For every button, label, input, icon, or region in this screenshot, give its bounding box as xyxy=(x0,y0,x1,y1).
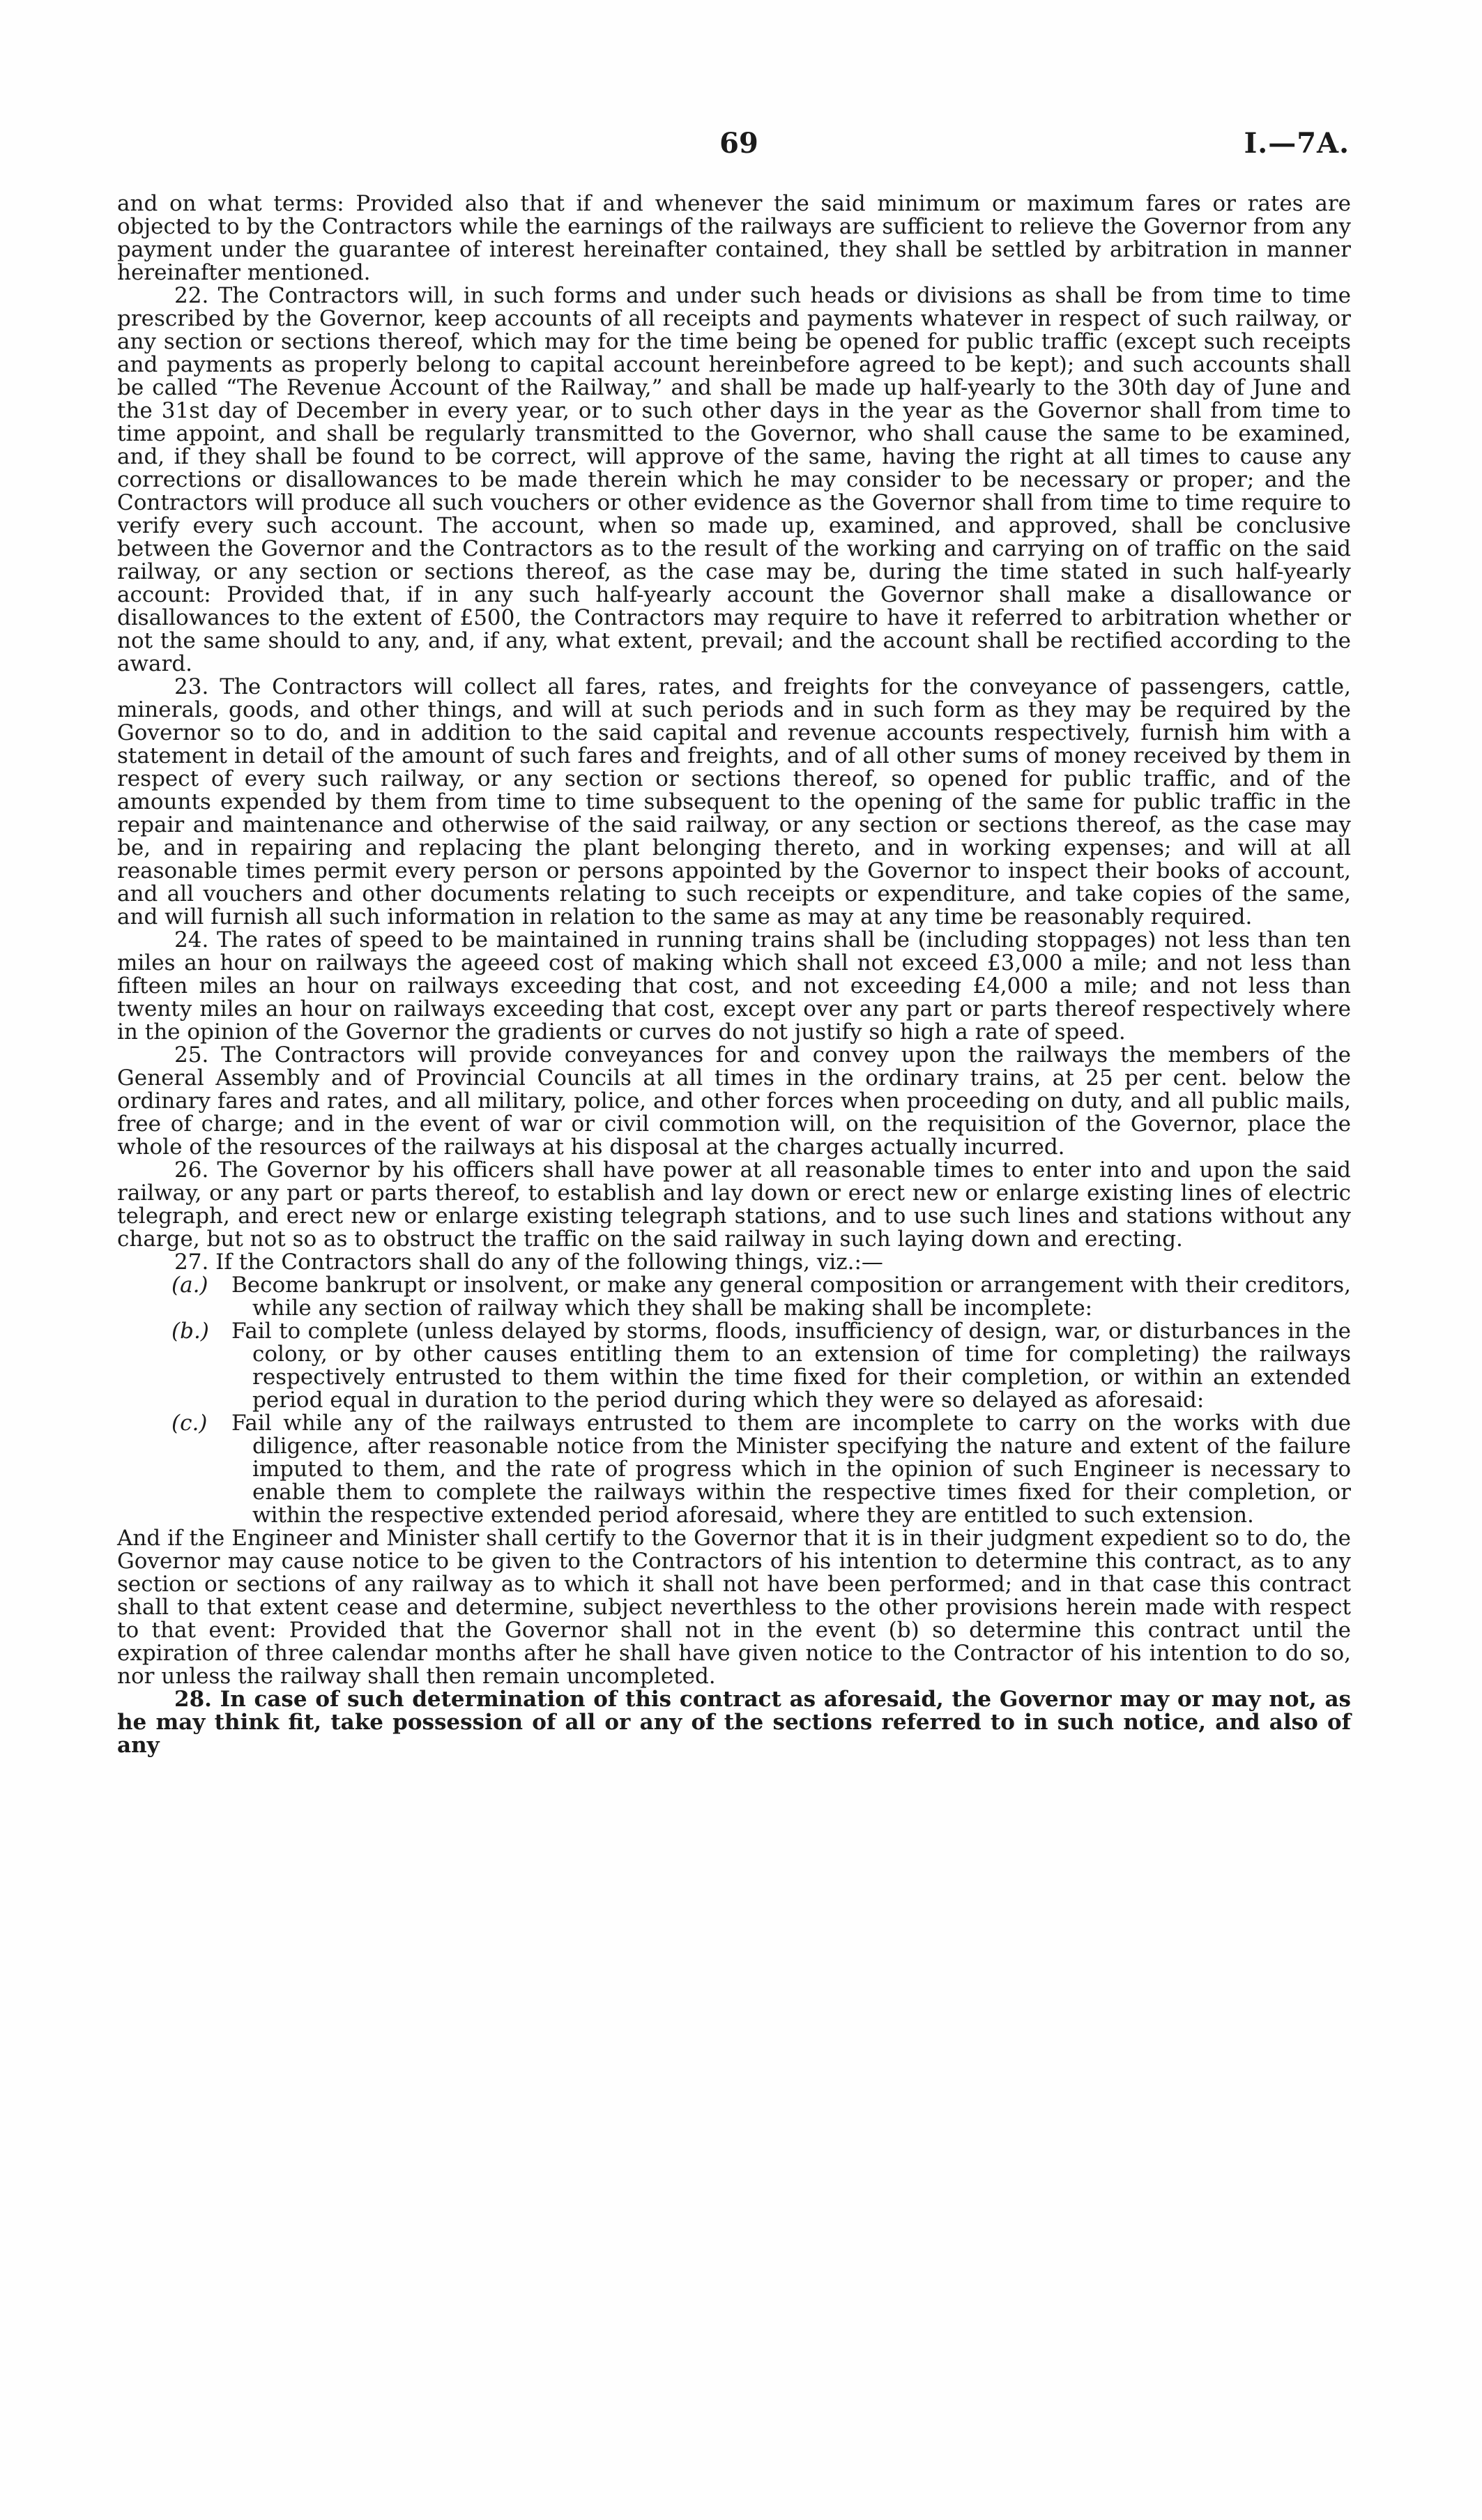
page-header xyxy=(0,127,1482,169)
clause-23: 23. The Contractors will collect all fares, rates, and freights for the conveyance of passengers, cattle, minerals, goods, and other things, and will at such periods and in such form as they may be required by the Governor so to do, and in addition to the said capital and revenue accounts respectively, furnish him with a statement in detail of the amount of such fares and freights, and of all other sums of money received by them in respect of every such railway, or any section or sections thereof, so opened for public traffic, and of the amounts expended by them from time to time subsequent to the opening of the same for public traffic in the repair and maintenance and otherwise of the said railway, or any section or sections thereof, as the case may be, and in repairing and replacing the plant belonging thereto, and in working expenses; and will at all reasonable times permit every person or persons appointed by the Governor to inspect their books of account, and all vouchers and other documents relating to such receipts or expenditure, and take copies of the same, and will furnish all such information in relation to the same as may at any time be reasonably required. xyxy=(117,674,1351,929)
body-text xyxy=(117,192,1351,1757)
clause-25: 25. The Contractors will provide conveyances for and convey upon the railways the members of the General Assembly and of Provincial Councils at all times in the ordinary trains, at 25 per cent. below the ordinary fares and rates, and all military, police, and other forces when proceeding on duty, and all public mails, free of charge; and in the event of war or civil commotion will, on the requisition of the Governor, place the whole of the resources of the railways at his disposal at the charges actually incurred. xyxy=(117,1042,1351,1160)
subclause-marker-b: (b.) xyxy=(171,1319,209,1344)
clause-27-intro: 27. If the Contractors shall do any of the following things, viz.:— xyxy=(174,1250,883,1275)
document-reference: I.—7A. xyxy=(1244,127,1350,160)
subclause-text-b: Fail to complete (unless delayed by storms, floods, insufficiency of design, war, or disturbances in the colony, or by other causes entitling them to an extension of time for completing) the railways respectively entrusted to them within the time fixed for their completion, or within an extended period equal in duration to the period during which they were so delayed as aforesaid: xyxy=(231,1319,1351,1413)
clause-27-closing: And if the Engineer and Minister shall certify to the Governor that it is in their judgment expedient so to do, the Governor may cause notice to be given to the Contractors of his intention to determine this contract, as to any section or sections of any railway as to which it shall not have been performed; and in that case this contract shall to that extent cease and determine, subject neverthless to the other provisions herein made with respect to that event: Provided that the Governor shall not in the event (b) so determine this contract until the expiration of three calendar months after he shall have given notice to the Contractor of his intention to do so, nor unless the railway shall then remain uncompleted. xyxy=(117,1526,1351,1689)
clause-26: 26. The Governor by his officers shall have power at all reasonable times to enter into and upon the said railway, or any part or parts thereof, to establish and lay down or erect new or enlarge existing lines of electric telegraph, and erect new or enlarge existing telegraph stations, and to use such lines and stations without any charge, but not so as to obstruct the traffic on the said railway in such laying down and erecting. xyxy=(117,1157,1351,1252)
clause-28: 28. In case of such determination of this contract as aforesaid, the Governor may or may not, as he may think fit, take possession of all or any of the sections referred to in such notice, and also of any xyxy=(117,1687,1351,1758)
clause-27-b xyxy=(117,1320,1351,1412)
subclause-marker-a: (a.) xyxy=(171,1273,208,1298)
page-number: 69 xyxy=(719,127,758,160)
subclause-text-a: Become bankrupt or insolvent, or make any general composition or arrangement with their creditors, while any section of railway which they shall be making shall be incomplete: xyxy=(231,1273,1351,1321)
clause-27-a xyxy=(117,1274,1351,1320)
clause-22: 22. The Contractors will, in such forms and under such heads or divisions as shall be from time to time prescribed by the Governor, keep accounts of all receipts and payments whatever in respect of such railway, or any section or sections thereof, which may for the time being be opened for public traffic (except such receipts and payments as properly belong to capital account hereinbefore agreed to be kept); and such accounts shall be called “The Revenue Account of the Railway,” and shall be made up half-yearly to the 30th day of June and the 31st day of December in every year, or to such other days in the year as the Governor shall from time to time appoint, and shall be regularly transmitted to the Governor, who shall cause the same to be examined, and, if they shall be found to be correct, will approve of the same, having the right at all times to cause any corrections or disallowances to be made therein which he may consider to be necessary or proper; and the Contractors will produce all such vouchers or other evidence as the Governor shall from time to time require to verify every such account. The account, when so made up, examined, and approved, shall be conclusive between the Governor and the Contractors as to the result of the working and carrying on of traffic on the said railway, or any section or sections thereof, as the case may be, during the time stated in such half-yearly account: Provided that, if in any such half-yearly account the Governor shall make a disallowance or disallowances to the extent of £500, the Contractors may require to have it referred to arbitration whether or not the same should to any, and, if any, what extent, prevail; and the account shall be rectified according to the award. xyxy=(117,283,1351,676)
clause-27-c xyxy=(117,1412,1351,1527)
subclause-marker-c: (c.) xyxy=(171,1411,208,1436)
paragraph-intro: and on what terms: Provided also that if and whenever the said minimum or maximum fares or rates are objected to by the Contractors while the earnings of the railways are sufficient to relieve the Governor from any payment under the guarantee of interest hereinafter contained, they shall be settled by arbitration in manner hereinafter mentioned. xyxy=(117,191,1351,285)
subclause-text-c: Fail while any of the railways entrusted to them are incomplete to carry on the works with due diligence, after reasonable notice from the Minister specifying the nature and extent of the failure imputed to them, and the rate of progress which in the opinion of such Engineer is necessary to enable them to complete the railways within the respective times fixed for their completion, or within the respective extended period aforesaid, where they are entitled to such extension. xyxy=(231,1411,1351,1528)
clause-24: 24. The rates of speed to be maintained in running trains shall be (including stoppages) not less than ten miles an hour on railways the ageeed cost of making which shall not exceed £3,000 a mile; and not less than fifteen miles an hour on railways exceeding that cost, and not exceeding £4,000 a mile; and not less than twenty miles an hour on railways exceeding that cost, except over any part or parts thereof respectively where in the opinion of the Governor the gradients or curves do not justify so high a rate of speed. xyxy=(117,927,1351,1045)
